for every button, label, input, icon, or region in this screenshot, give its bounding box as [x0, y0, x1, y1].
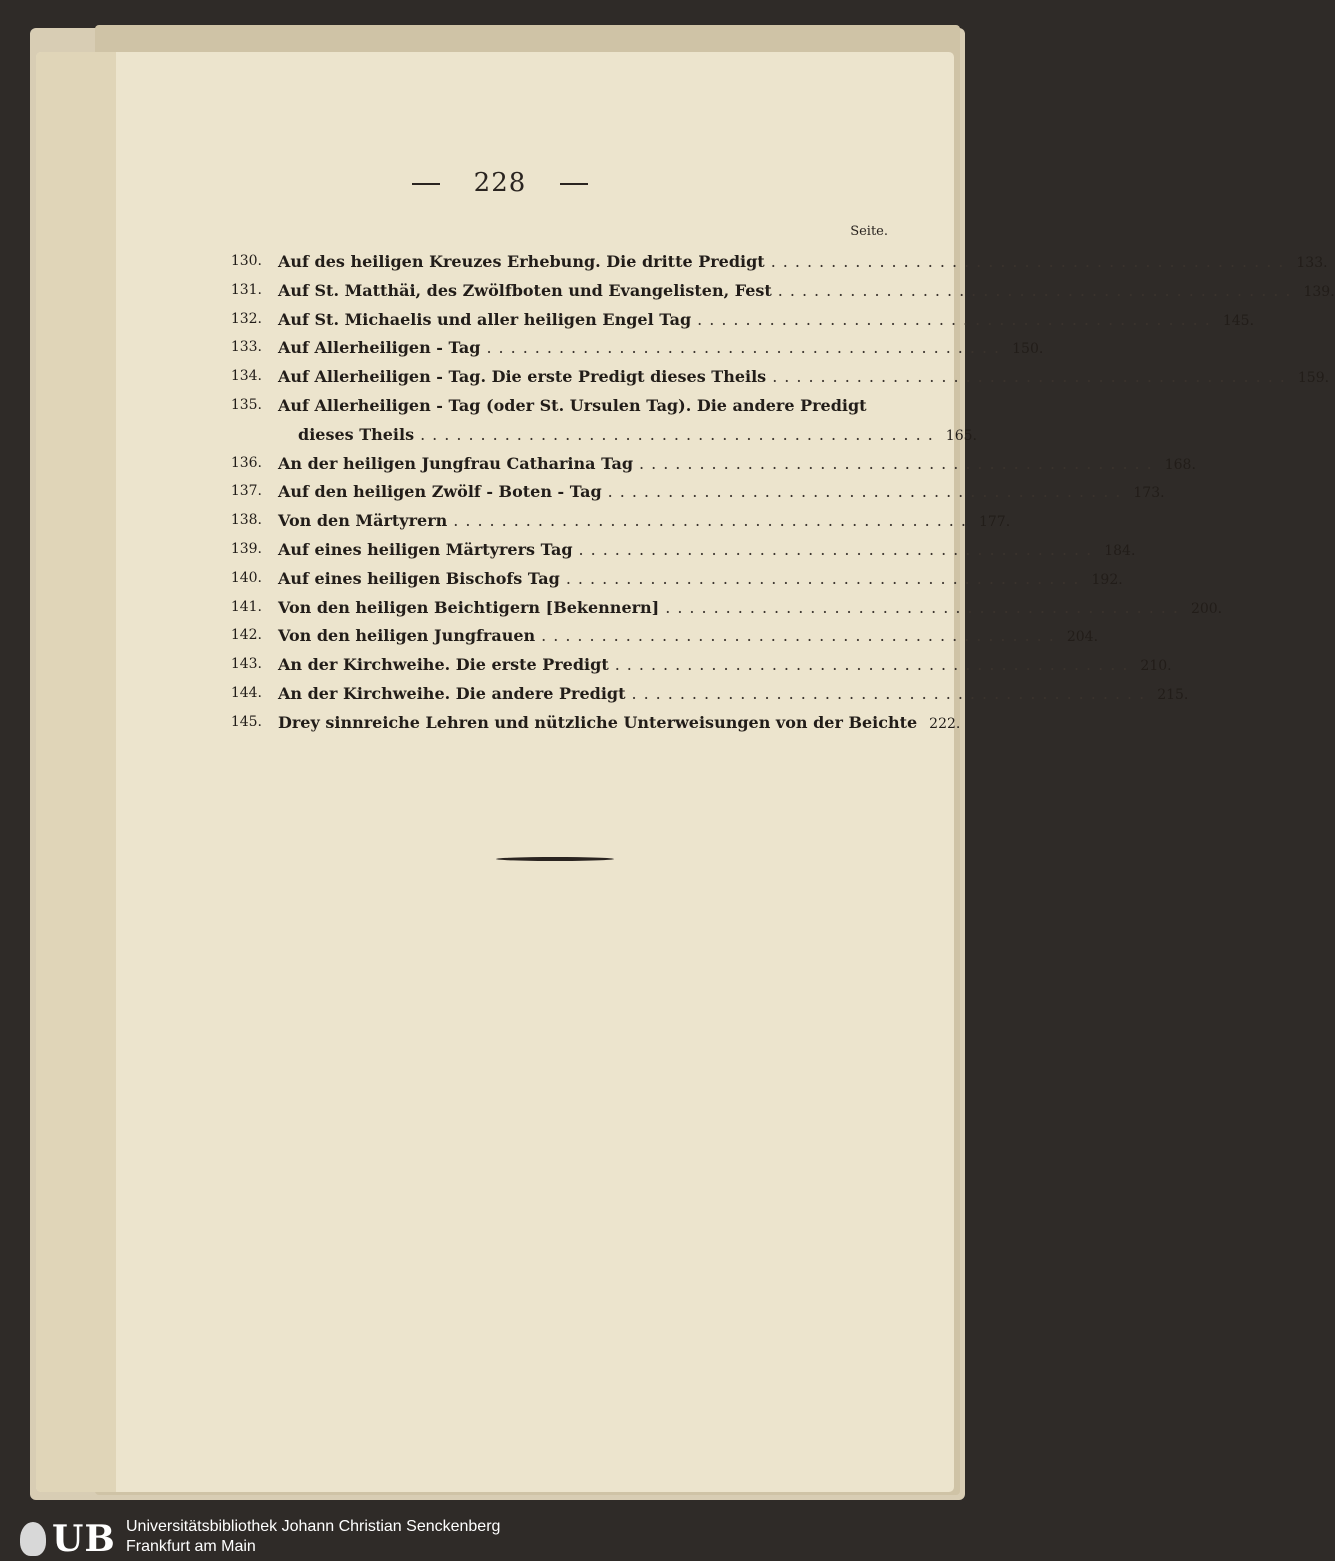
toc-entry: 136. An der heiligen Jungfrau Catharina Tag ........................................... 168.: [222, 450, 892, 479]
toc-entry-title: Drey sinnreiche Lehren und nützliche Unterweisungen von der Beichte: [278, 712, 918, 732]
toc-entry-page: 200.: [1190, 600, 1223, 617]
toc-entry-number: 137.: [230, 483, 262, 500]
toc-entry: 140. Auf eines heiligen Bischofs Tag ........................................... 192.: [222, 565, 892, 594]
toc-entry-number: 141.: [230, 598, 262, 615]
toc-entry-continuation: dieses Theils ........................................... 165.: [298, 424, 977, 444]
toc-entry-page: 139.: [1303, 283, 1335, 300]
toc-entry-title: Auf St. Michaelis und aller heiligen Engel Tag: [278, 309, 692, 329]
page-number-text: 228: [473, 168, 527, 198]
toc-entry-number: 132.: [230, 310, 262, 327]
toc-entry-page: 222.: [929, 715, 961, 732]
toc-entry-page: 177.: [978, 514, 1011, 531]
toc-entry: 130. Auf des heiligen Kreuzes Erhebung. Die dritte Predigt ........................................... 133.: [222, 248, 892, 277]
toc-entry-title: Auf Allerheiligen - Tag. Die erste Predigt dieses Theils: [278, 367, 767, 387]
institution-name: [126, 1517, 500, 1557]
toc-entry-page: 165.: [945, 427, 977, 444]
toc-entry-page: 168.: [1164, 456, 1196, 473]
toc-entry-page: 133.: [1296, 255, 1328, 271]
toc-entry-title: Von den heiligen Jungfrauen: [278, 626, 536, 646]
toc-entry-title: Auf St. Matthäi, des Zwölfboten und Evangelisten, Fest: [278, 280, 772, 300]
toc-entry: 141. Von den heiligen Beichtigern [Bekennern] ........................................... 200.: [222, 594, 892, 623]
toc-entry-number: 130.: [230, 253, 262, 269]
toc-entry-title: An der Kirchweihe. Die andere Predigt: [278, 683, 626, 703]
toc-entry-title: Auf eines heiligen Bischofs Tag: [278, 568, 560, 588]
toc-entry: 131. Auf St. Matthäi, des Zwölfboten und Evangelisten, Fest ........................................... 139.: [222, 277, 892, 306]
toc-entry: 133. Auf Allerheiligen - Tag ........................................... 150.: [222, 334, 892, 363]
toc-entry-page: 150.: [1012, 341, 1044, 358]
toc-entry-page: 173.: [1133, 485, 1165, 502]
toc-entry-page: 210.: [1140, 658, 1172, 675]
toc-entry-page: 215.: [1157, 686, 1189, 703]
toc-entry-number: 139.: [230, 540, 262, 557]
toc-entry-title: An der Kirchweihe. Die erste Predigt: [278, 655, 609, 675]
toc-entry-number: 131.: [230, 281, 262, 298]
toc-entry-title: Von den heiligen Beichtigern [Bekennern]: [278, 597, 660, 617]
logo-text: UB: [52, 1518, 116, 1560]
toc-entry-page: 204.: [1066, 629, 1099, 646]
toc-entry-number: 144.: [230, 684, 262, 701]
column-label: Seite.: [850, 224, 888, 239]
toc-entry-title: Auf den heiligen Zwölf - Boten - Tag: [278, 482, 602, 502]
institution-line-2: Frankfurt am Main: [126, 1538, 256, 1555]
toc-entry-number: 140.: [230, 569, 262, 586]
toc-entry: 134. Auf Allerheiligen - Tag. Die erste Predigt dieses Theils ........................................... 159.: [222, 363, 892, 392]
page-number-dash-right: [560, 183, 588, 185]
page-number-dash-left: [412, 183, 440, 185]
toc-entry-page: 192.: [1091, 571, 1123, 588]
toc-entry-page: 184.: [1104, 542, 1136, 559]
toc-entry-number: 135.: [230, 396, 262, 413]
toc-entry-page: 145.: [1222, 312, 1255, 329]
toc-entry-number: 136.: [230, 454, 262, 471]
toc-entry-number: 142.: [230, 627, 262, 644]
toc-entry-page: 159.: [1297, 370, 1330, 387]
toc-entry-title: dieses Theils: [298, 424, 415, 444]
toc-entry: 138. Von den Märtyrern ........................................... 177.: [222, 507, 892, 536]
institution-line-1: Universitätsbibliothek Johann Christian Senckenberg: [126, 1518, 501, 1535]
toc-entry: 142. Von den heiligen Jungfrauen ........................................... 204.: [222, 622, 892, 651]
toc-entry-number: 133.: [230, 339, 262, 356]
toc-entry-title: Von den Märtyrern: [278, 511, 448, 531]
table-of-contents: [222, 248, 1335, 738]
ornamental-rule: [496, 857, 614, 861]
toc-entry-number: 138.: [230, 512, 262, 529]
page-number: [0, 168, 1000, 198]
toc-entry-number: 143.: [230, 656, 262, 673]
page-gutter: [36, 52, 116, 1492]
toc-entry: 137. Auf den heiligen Zwölf - Boten - Tag ........................................... 173.: [222, 478, 892, 507]
toc-entry: 144. An der Kirchweihe. Die andere Predigt ........................................... 215.: [222, 680, 892, 709]
toc-entry-title: An der heiligen Jungfrau Catharina Tag: [278, 453, 634, 473]
toc-entry: 139. Auf eines heiligen Märtyrers Tag ........................................... 184.: [222, 536, 892, 565]
toc-entry-title: Auf Allerheiligen - Tag (oder St. Ursulen Tag). Die andere Predigt: [278, 395, 867, 415]
toc-entry: 132. Auf St. Michaelis und aller heiligen Engel Tag ........................................... 145.: [222, 306, 892, 335]
toc-entry: [222, 709, 961, 738]
toc-entry-title: Auf des heiligen Kreuzes Erhebung. Die dritte Predigt: [278, 252, 765, 271]
toc-entry-title: Auf eines heiligen Märtyrers Tag: [278, 539, 573, 559]
toc-entry-number: 145.: [230, 713, 262, 730]
footer-bar: [0, 1512, 1000, 1561]
portrait-icon: [20, 1522, 46, 1556]
library-logo[interactable]: [20, 1520, 114, 1558]
toc-entry: 143. An der Kirchweihe. Die erste Predigt ........................................... 210.: [222, 651, 892, 680]
toc-entry-number: 134.: [230, 368, 262, 385]
toc-entry-title: Auf Allerheiligen - Tag: [278, 338, 481, 358]
toc-entry: [222, 392, 892, 421]
